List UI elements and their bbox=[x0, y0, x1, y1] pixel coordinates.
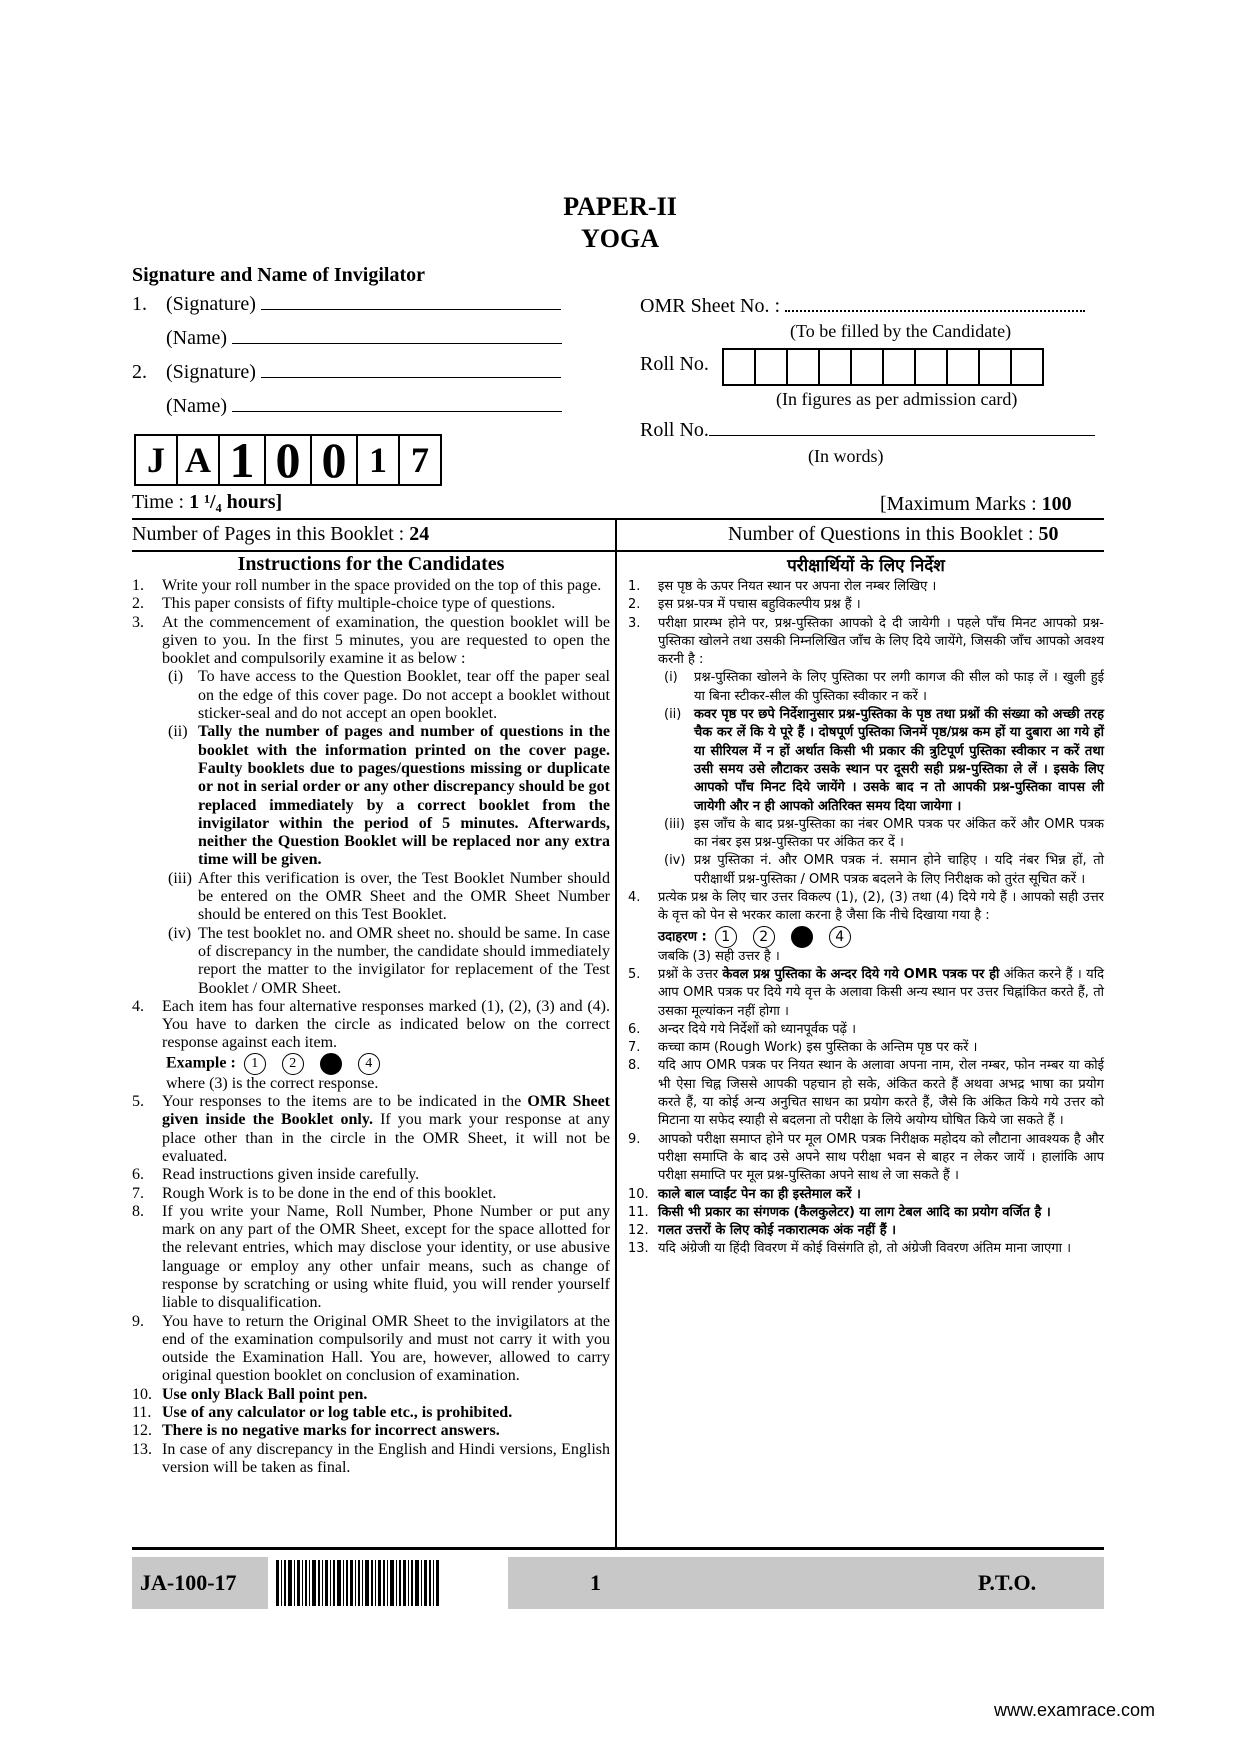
code-char: 1 bbox=[358, 436, 400, 484]
code-char: 0 bbox=[312, 436, 358, 484]
list-item: 3. At the commencement of examination, the question booklet will be given to you. In the first 5 minutes, you are requested to open the booklet and compulsorily examine it as below : (i) To have access to the Question Booklet, tear off the paper seal on the edge of this cover page. Do not accept a booklet without sticker-seal and do not accept an open booklet. (ii) Tally the number of pages and number of questions in the booklet with the information printed on the cover page. Faulty booklets due to pages/questions missing or duplicate or not in serial order or any other discrepancy should be got replaced immediately by a correct booklet from the invigilator within the period of 5 minutes. Afterwards, neither the Question Booklet will be replaced nor any extra time will be given. (iii) After this verification is over, the Test Booklet Number should be entered on the OMR Sheet and the OMR Sheet Number should be entered on this Test Booklet. (iv) The test booklet no. and OMR sheet no. should be same. In case of discrepancy in the number, the candidate should immediately report the matter to the invigilator for replacement of the Test Booklet / OMR Sheet. bbox=[132, 613, 610, 997]
list-item: 12. गलत उत्तरों के लिए कोई नकारात्मक अंक नहीं हैं । bbox=[628, 1223, 897, 1239]
english-instructions-title: Instructions for the Candidates bbox=[237, 553, 505, 575]
hindi-instructions-title: परीक्षार्थियों के लिए निर्देश bbox=[787, 556, 945, 576]
list-item: 3. परीक्षा प्रारम्भ होने पर, प्रश्न-पुस्तिका आपको दे दी जायेगी । पहले पाँच मिनट आपको प्रश्न-पुस्तिका खोलने तथा उसकी निम्नलिखित जाँच के लिए दिये जायेंगे, जिसकी जाँच आपको अवश्य करनी है : (i) प्रश्न-पुस्तिका खोलने के लिए पुस्तिका पर लगी कागज की सील को फाड़ लें । खुली हुई या बिना स्टीकर-सील की पुस्तिका स्वीकार न करें । (ii) कवर पृष्ठ पर छपे निर्देशानुसार प्रश्न-पुस्तिका के पृष्ठ तथा प्रश्नों की संख्या को अच्छी तरह चैक कर लें कि ये पूरे हैं । दोषपूर्ण पुस्तिका जिनमें पृष्ठ/प्रश्न कम हों या दुबारा आ गये हों या सीरियल में न हों अर्थात किसी भी प्रकार की त्रुटिपूर्ण पुस्तिका स्वीकार न करें तथा उसी समय उसे लौटाकर उसके स्थान पर दूसरी सही प्रश्न-पुस्तिका ले लें । इसके लिए आपको पाँच मिनट दिये जायेंगे । उसके बाद न तो आपकी प्रश्न-पुस्तिका वापस ली जायेगी और न ही आपको अतिरिक्त समय दिया जायेगा । (iii) इस जाँच के बाद प्रश्न-पुस्तिका का नंबर OMR पत्रक पर अंकित करें और OMR पत्रक का नंबर इस प्रश्न-पुस्तिका पर अंकित कर दें । (iv) प्रश्न पुस्तिका नं. और OMR पत्रक नं. समान होने चाहिए । यदि नंबर भिन्न हों, तो परीक्षार्थी प्रश्न-पुस्तिका / OMR पत्रक बदलने के लिए निरीक्षक को तुरंत सूचित करें । bbox=[628, 615, 1104, 887]
roll-no-note: (In figures as per admission card) bbox=[776, 389, 1018, 409]
code-char: 1 bbox=[220, 436, 266, 484]
pages-count: Number of Pages in this Booklet : 24 bbox=[132, 523, 430, 545]
watermark: www.examrace.com bbox=[994, 1700, 1156, 1720]
list-item: 10. Use only Black Ball point pen. bbox=[132, 1385, 368, 1403]
list-item: 8. If you write your Name, Roll Number, Phone Number or put any mark on any part of the OMR Sheet, except for the space allotted for the relevant entries, which may disclose your identity, or use abusive language or employ any other unfair means, such as change of response by scratching or using white fluid, you will render yourself liable to disqualification. bbox=[132, 1202, 610, 1312]
invigilator-row: (Name) bbox=[132, 395, 612, 429]
list-item: 12. There is no negative marks for incorrect answers. bbox=[132, 1422, 500, 1440]
list-item: 4. प्रत्येक प्रश्न के लिए चार उत्तर विकल्प (1), (2), (3) तथा (4) दिये गये हैं । आपको सही उत्तर के वृत्त को पेन से भरकर काला करना है जैसा कि नीचे दिखाया गया है : उदाहरण : 1 2 4 जबकि (3) सही उत्तर है । bbox=[628, 890, 1104, 964]
list-item: 9. आपको परीक्षा समाप्त होने पर मूल OMR पत्रक निरीक्षक महोदय को लौटाना आवश्यक है और परीक्षा समाप्ति के बाद उसे अपने साथ परीक्षा भवन से बाहर न लेकर जायें । हालांकि आप परीक्षा समाप्ति पर मूल प्रश्न-पुस्तिका अपने साथ ले जा सकते हैं । bbox=[628, 1131, 1104, 1184]
footer-code: JA-100-17 bbox=[140, 1570, 237, 1595]
list-item: 13. यदि अंग्रेजी या हिंदी विवरण में कोई विसंगति हो, तो अंग्रेजी विवरण अंतिम माना जाएगा । bbox=[628, 1241, 1072, 1257]
list-item: 10. काले बाल प्वाईंट पेन का ही इस्तेमाल करें । bbox=[628, 1186, 861, 1202]
questions-count: Number of Questions in this Booklet : 50 bbox=[728, 523, 1059, 545]
list-item: 11. Use of any calculator or log table etc., is prohibited. bbox=[132, 1404, 513, 1422]
subject-title: YOGA bbox=[581, 224, 659, 253]
invigilator-row: (Name) bbox=[132, 327, 612, 361]
list-item: 2. This paper consists of fifty multiple-choice type of questions. bbox=[132, 595, 556, 613]
list-item: 2. इस प्रश्न-पत्र में पचास बहुविकल्पीय प्रश्न हैं । bbox=[628, 597, 861, 613]
list-item: 13. In case of any discrepancy in the English and Hindi versions, English version will be taken as final. bbox=[132, 1440, 610, 1476]
max-marks: [Maximum Marks : 100 bbox=[880, 493, 1072, 515]
roll-words-note: (In words) bbox=[808, 446, 884, 466]
english-instructions bbox=[132, 577, 610, 1477]
omr-note: (To be filled by the Candidate) bbox=[790, 321, 1012, 341]
list-item: 7. Rough Work is to be done in the end of this booklet. bbox=[132, 1184, 497, 1202]
list-item: 1. इस पृष्ठ के ऊपर नियत स्थान पर अपना रोल नम्बर लिखिए । bbox=[628, 579, 937, 594]
code-char: J bbox=[136, 436, 178, 484]
hindi-instructions bbox=[628, 578, 1104, 1259]
list-item: 7. कच्चा काम (Rough Work) इस पुस्तिका के अन्तिम पृष्ठ पर करें । bbox=[628, 1040, 978, 1056]
code-char: 0 bbox=[266, 436, 312, 484]
invigilator-row: 1. (Signature) bbox=[132, 293, 612, 327]
list-item: 6. अन्दर दिये गये निर्देशों को ध्यानपूर्वक पढ़ें । bbox=[628, 1021, 857, 1037]
invigilator-row: 2. (Signature) bbox=[132, 361, 612, 395]
list-item: 8. यदि आप OMR पत्रक पर नियत स्थान के अलावा अपना नाम, रोल नम्बर, फोन नम्बर या कोई भी ऐसा चिह्न जिससे आपकी पहचान हो सके, अंकित करते हैं अथवा अभद्र भाषा का प्रयोग करते हैं, या कोई अन्य अनुचित साधन का प्रयोग करते हैं, जैसे कि अंकित किये गये उत्तर को मिटाना या सफेद स्याही से बदलना तो परीक्षा के लिये अयोग्य घोषित किये जा सकते हैं । bbox=[628, 1058, 1104, 1129]
paper-title: PAPER-II bbox=[563, 192, 677, 221]
code-char: A bbox=[178, 436, 220, 484]
list-item: 1. Write your roll number in the space provided on the top of this page. bbox=[132, 577, 602, 594]
list-item: 6. Read instructions given inside carefully. bbox=[132, 1166, 420, 1184]
barcode bbox=[276, 1560, 441, 1606]
page-number: 1 bbox=[590, 1570, 601, 1595]
code-char: 7 bbox=[411, 440, 429, 480]
omr-sheet-no: OMR Sheet No. : bbox=[640, 295, 1085, 318]
roll-no-boxes[interactable] bbox=[722, 348, 1044, 386]
invigilator-title: Signature and Name of Invigilator bbox=[132, 264, 425, 286]
roll-no-words: Roll No. bbox=[640, 419, 1095, 442]
list-item: 5. प्रश्नों के उत्तर केवल प्रश्न पुस्तिका के अन्दर दिये गये OMR पत्रक पर ही अंकित करने हैं । यदि आप OMR पत्रक पर दिये गये वृत्त के अलावा किसी अन्य स्थान पर उत्तर चिह्नांकित करते हैं, तो उसका मूल्यांकन नहीं होगा । bbox=[628, 966, 1104, 1019]
list-item: 9. You have to return the Original OMR Sheet to the invigilators at the end of the examination compulsorily and must not carry it with you outside the Examination Hall. You are, however, allowed to carry original question booklet on conclusion of examination. bbox=[132, 1312, 610, 1385]
list-item: 4. Each item has four alternative responses marked (1), (2), (3) and (4). You have to darken the circle as indicated below on the correct response against each item. Example : 1 2 4 where (3) is the correct response. bbox=[132, 997, 610, 1092]
roll-no-label: Roll No. bbox=[640, 353, 709, 375]
list-item: 5. Your responses to the items are to be indicated in the OMR Sheet given inside the Booklet only. If you mark your response at any place other than in the circle in the OMR Sheet, it will not be evaluated. bbox=[132, 1093, 610, 1165]
pto: P.T.O. bbox=[978, 1570, 1037, 1595]
booklet-code bbox=[134, 434, 442, 486]
list-item: 11. किसी भी प्रकार का संगणक (कैलकुलेटर) या लाग टेबल आदि का प्रयोग वर्जित है । bbox=[628, 1204, 1051, 1220]
time: Time : 1 ¹/₄ hours] bbox=[132, 491, 283, 513]
